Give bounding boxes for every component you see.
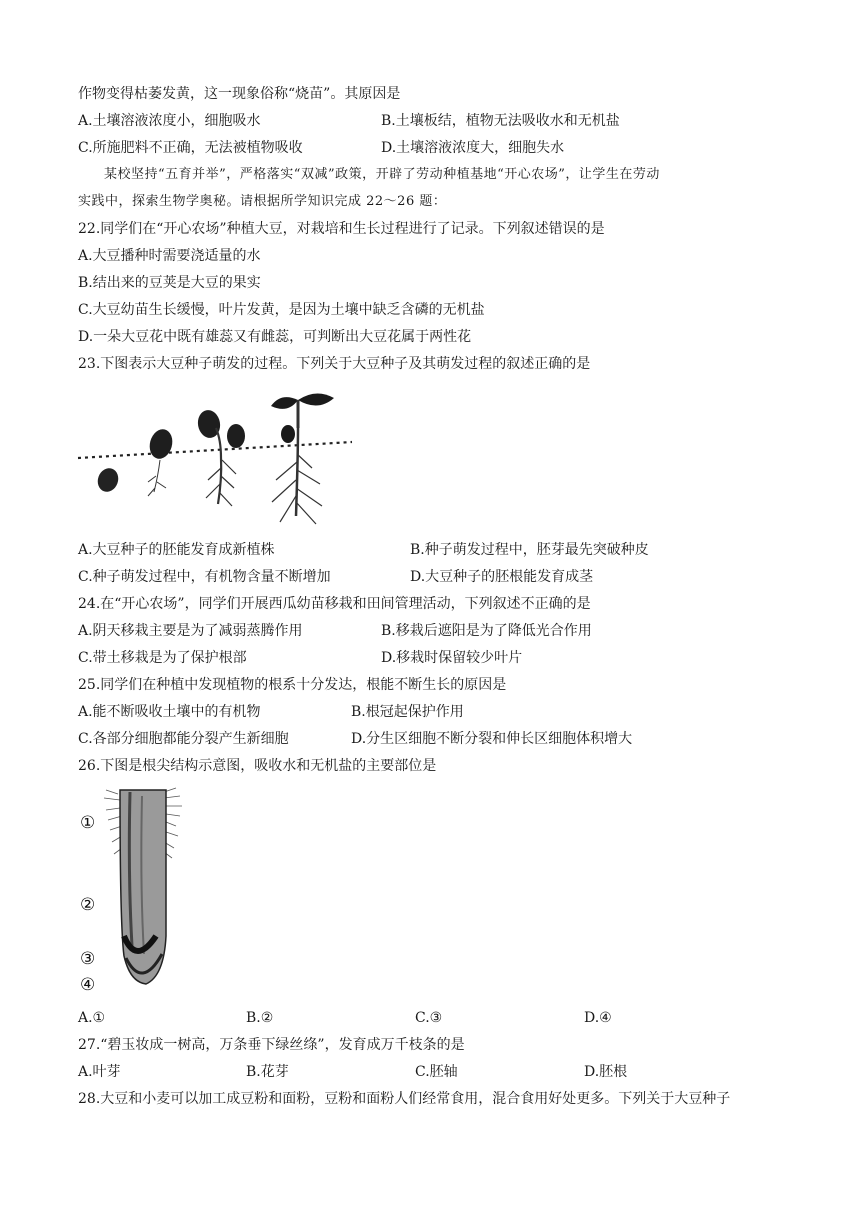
q24-option-d: D.移栽时保留较少叶片 bbox=[381, 650, 523, 666]
q26-option-b: B.② bbox=[246, 1010, 274, 1026]
option-b: B.土壤板结，植物无法吸收水和无机盐 bbox=[381, 113, 620, 129]
q26-option-c: C.③ bbox=[415, 1010, 443, 1026]
q23-option-b: B.种子萌发过程中，胚芽最先突破种皮 bbox=[410, 542, 649, 558]
q26-option-d: D.④ bbox=[584, 1010, 612, 1026]
question-24-stem: 24.在“开心农场”，同学们开展西瓜幼苗移栽和田间管理活动，下列叙述不正确的是 bbox=[78, 596, 591, 612]
q24-option-a: A.阴天移栽主要是为了减弱蒸腾作用 bbox=[78, 623, 303, 639]
q24-option-c: C.带土移栽是为了保护根部 bbox=[78, 650, 247, 666]
q25-option-b: B.根冠起保护作用 bbox=[351, 704, 464, 720]
question-28-stem: 28.大豆和小麦可以加工成豆粉和面粉，豆粉和面粉人们经常食用，混合食用好处更多。下列关于大豆种子 bbox=[78, 1091, 731, 1107]
q22-option-a: A.大豆播种时需要浇适量的水 bbox=[78, 248, 261, 264]
seed-stage-4 bbox=[271, 393, 334, 524]
question-23-stem: 23.下图表示大豆种子萌发的过程。下列关于大豆种子及其萌发过程的叙述正确的是 bbox=[78, 356, 591, 372]
seed-stage-2 bbox=[146, 427, 175, 496]
q22-option-d: D.一朵大豆花中既有雄蕊又有雌蕊，可判断出大豆花属于两性花 bbox=[78, 329, 472, 345]
root-tip-figure bbox=[76, 786, 206, 998]
question-22-stem: 22.同学们在“开心农场”种植大豆，对栽培和生长过程进行了记录。下列叙述错误的是 bbox=[78, 221, 605, 237]
q24-option-b: B.移栽后遮阳是为了降低光合作用 bbox=[381, 623, 592, 639]
option-d: D.土壤溶液浓度大，细胞失水 bbox=[381, 140, 565, 156]
q27-option-b: B.花芽 bbox=[246, 1064, 289, 1080]
q27-option-c: C.胚轴 bbox=[415, 1064, 458, 1080]
q25-option-d: D.分生区细胞不断分裂和伸长区细胞体积增大 bbox=[351, 731, 633, 747]
question-25-stem: 25.同学们在种植中发现植物的根系十分发达，根能不断生长的原因是 bbox=[78, 677, 507, 693]
question-27-stem: 27.“碧玉妆成一树高，万条垂下绿丝绦”，发育成万千枝条的是 bbox=[78, 1037, 465, 1053]
label-1: ① bbox=[80, 813, 96, 833]
label-3: ③ bbox=[80, 949, 96, 969]
label-2: ② bbox=[80, 895, 96, 915]
q22-option-b: B.结出来的豆荚是大豆的果实 bbox=[78, 275, 261, 291]
label-4: ④ bbox=[80, 975, 96, 995]
q27-option-a: A.叶芽 bbox=[78, 1064, 121, 1080]
intro-paragraph-line2: 实践中，探索生物学奥秘。请根据所学知识完成 22～26 题： bbox=[78, 194, 447, 209]
q23-option-d: D.大豆种子的胚根能发育成茎 bbox=[410, 569, 594, 585]
option-c: C.所施肥料不正确，无法被植物吸收 bbox=[78, 140, 303, 156]
intro-paragraph-line1: 某校坚持“五育并举”，严格落实“双减”政策，开辟了劳动种植基地“开心农场”，让学生在劳动 bbox=[104, 167, 660, 182]
soil-line bbox=[78, 442, 352, 458]
q26-option-a: A.① bbox=[78, 1010, 106, 1026]
question-26-stem: 26.下图是根尖结构示意图，吸收水和无机盐的主要部位是 bbox=[78, 758, 437, 774]
q27-option-d: D.胚根 bbox=[584, 1064, 628, 1080]
question-continuation: 作物变得枯萎发黄，这一现象俗称“烧苗”。其原因是 bbox=[78, 86, 401, 102]
seed-stage-3 bbox=[196, 408, 245, 506]
q22-option-c: C.大豆幼苗生长缓慢，叶片发黄，是因为土壤中缺乏含磷的无机盐 bbox=[78, 302, 485, 318]
root-body bbox=[120, 790, 166, 984]
q25-option-c: C.各部分细胞都能分裂产生新细胞 bbox=[78, 731, 289, 747]
seed-germination-figure bbox=[76, 384, 354, 530]
seed-stage-1 bbox=[94, 465, 121, 494]
q25-option-a: A.能不断吸收土壤中的有机物 bbox=[78, 704, 261, 720]
option-a: A.土壤溶液浓度小，细胞吸水 bbox=[78, 113, 261, 129]
q23-option-c: C.种子萌发过程中，有机物含量不断增加 bbox=[78, 569, 331, 585]
q23-option-a: A.大豆种子的胚能发育成新植株 bbox=[78, 542, 275, 558]
